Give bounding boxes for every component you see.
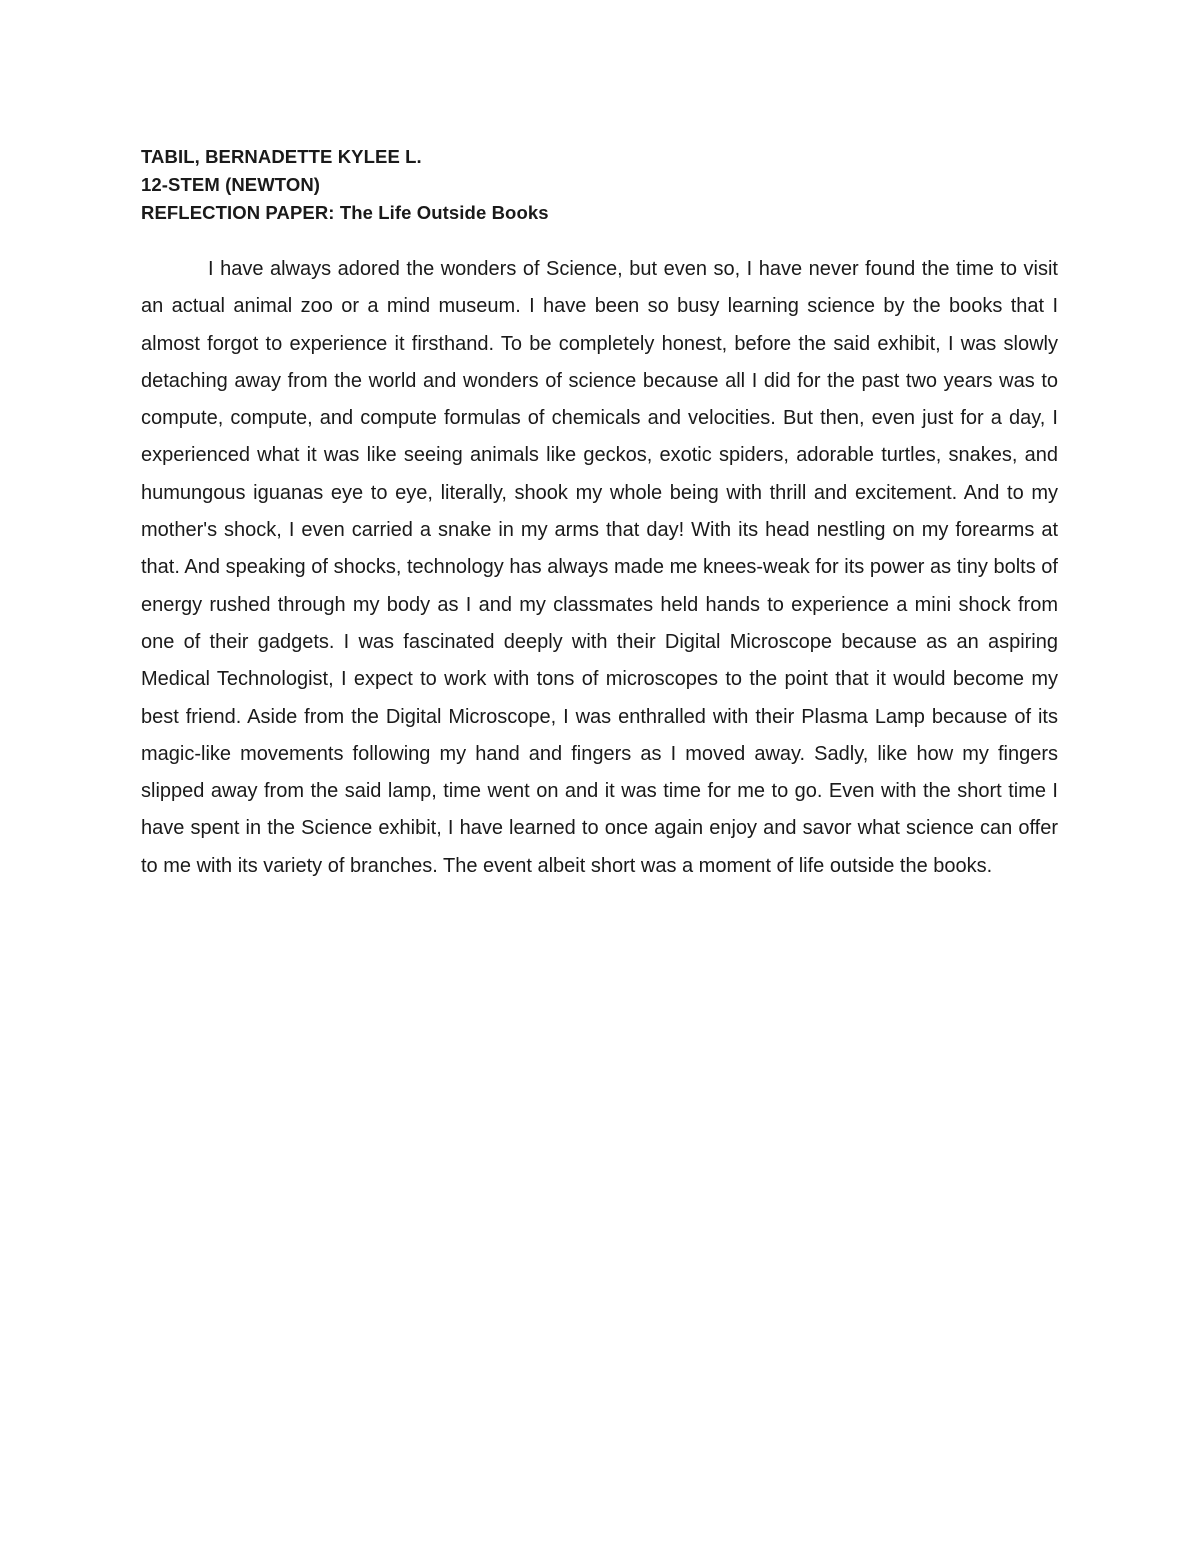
paper-title: The Life Outside Books [339, 202, 549, 223]
document-header [141, 143, 1061, 227]
student-section: 12-STEM (NEWTON) [141, 174, 321, 195]
reflection-paragraph: I have always adored the wonders of Science, but even so, I have never found the time to visit an actual animal zoo or a mind museum. I have been so busy learning science by the books that I almost forgot to experience it firsthand. To be completely honest, before the said exhibit, I was slowly detaching away from the world and wonders of science because all I did for the past two years was to compute, compute, and compute formulas of chemicals and velocities. But then, even just for a day, I experienced what it was like seeing animals like geckos, exotic spiders, adorable turtles, snakes, and humungous iguanas eye to eye, literally, shook my whole being with thrill and excitement. And to my mother's shock, I even carried a snake in my arms that day! With its head nestling on my forearms at that. And speaking of shocks, technology has always made me knees-weak for its power as tiny bolts of energy rushed through my body as I and my classmates held hands to experience a mini shock from one of their gadgets. I was fascinated deeply with their Digital Microscope because as an aspiring Medical Technologist, I expect to work with tons of microscopes to the point that it would become my best friend. Aside from the Digital Microscope, I was enthralled with their Plasma Lamp because of its magic-like movements following my hand and fingers as I moved away. Sadly, like how my fingers slipped away from the said lamp, time went on and it was time for me to go. Even with the short time I have spent in the Science exhibit, I have learned to once again enjoy and savor what science can offer to me with its variety of branches. The event albeit short was a moment of life outside the books. [141, 258, 1058, 877]
paper-title-line [141, 199, 1061, 227]
paper-title-prefix: REFLECTION PAPER: [141, 202, 335, 223]
student-name: TABIL, BERNADETTE KYLEE L. [141, 146, 422, 167]
